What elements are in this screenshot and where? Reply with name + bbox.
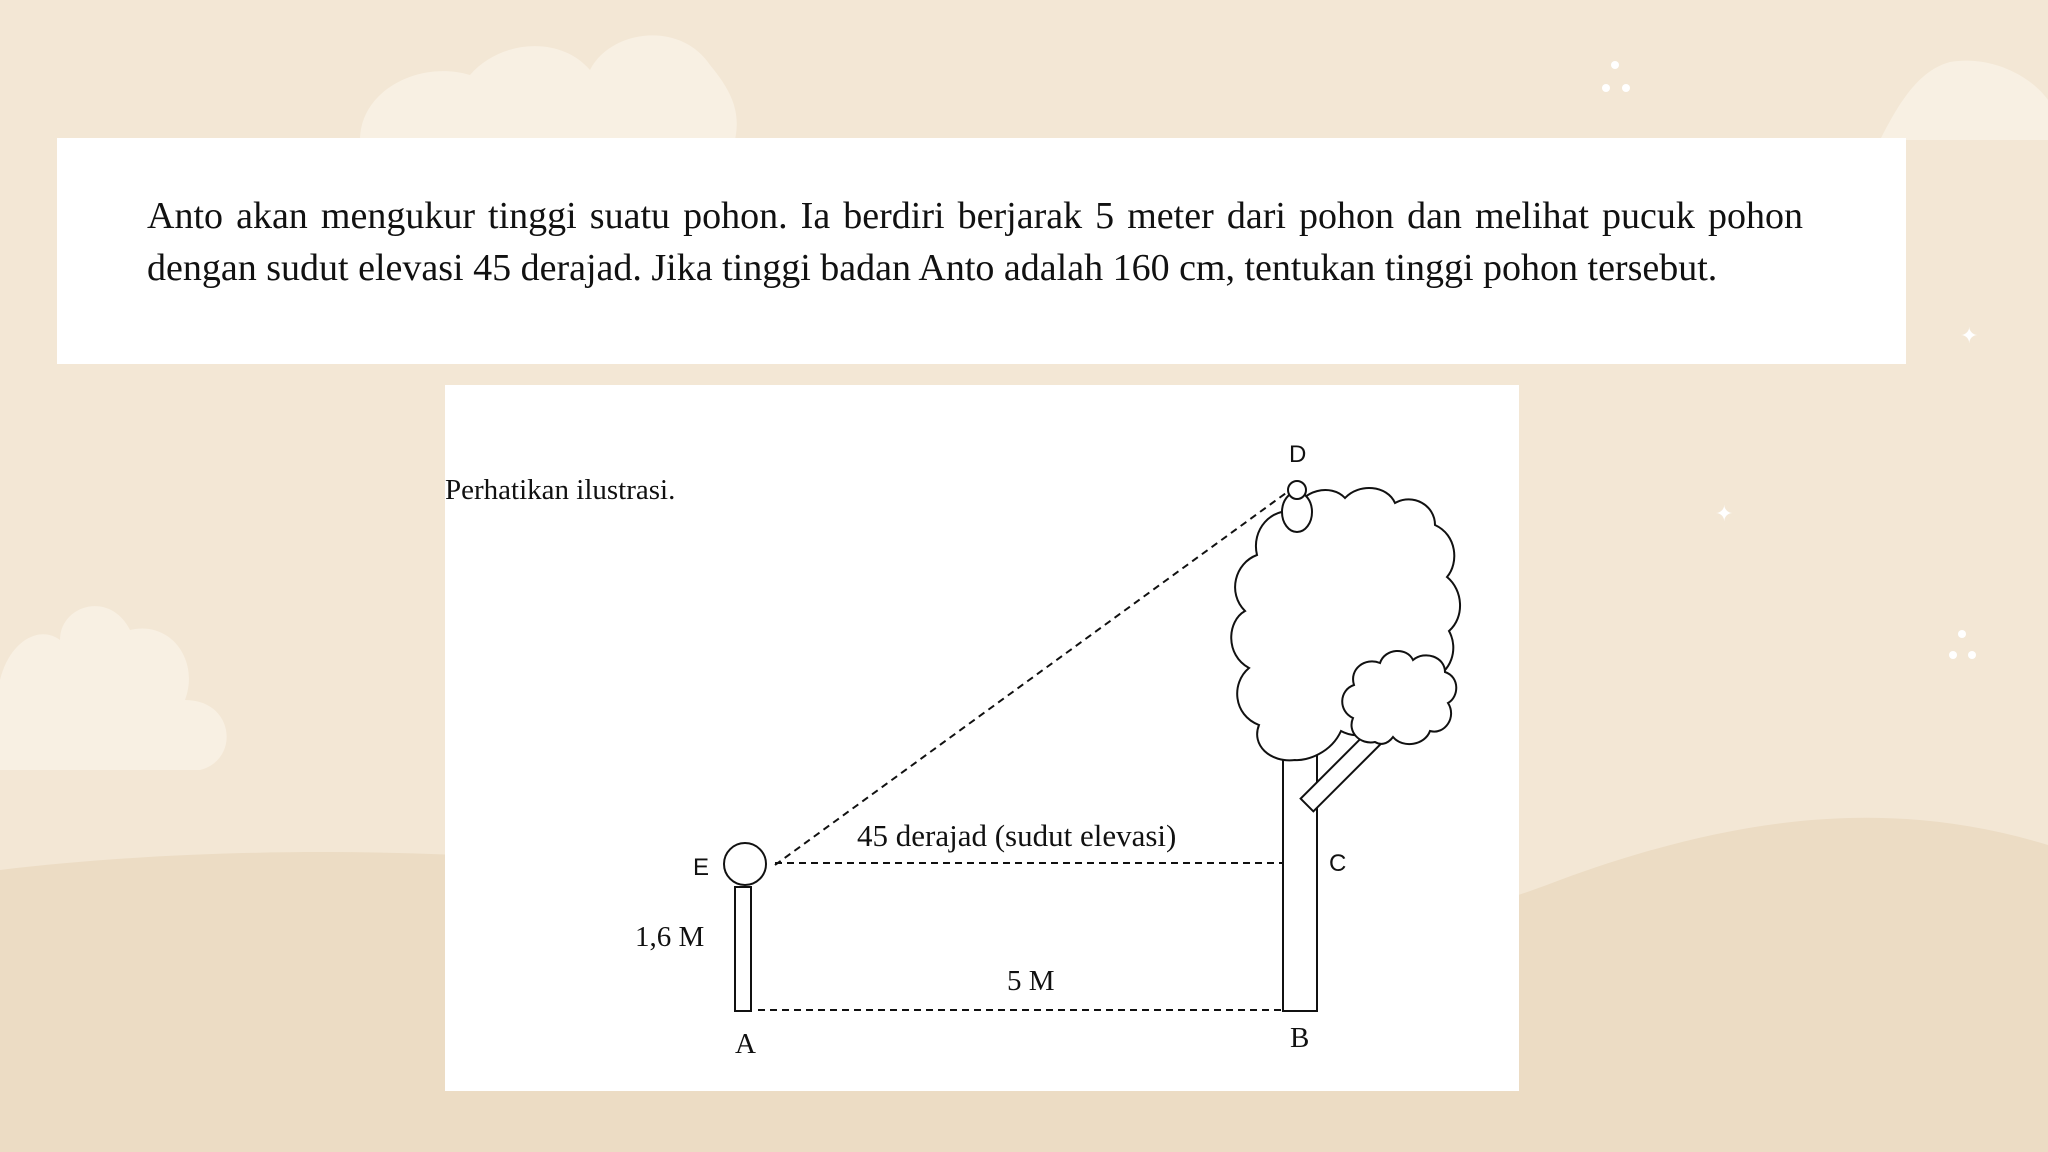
cloud-left (0, 606, 227, 770)
star-icon: ✦ (1715, 502, 1734, 527)
sparkle-dots-right (1949, 630, 1976, 659)
person-head (724, 843, 766, 885)
person-anto (724, 843, 766, 1011)
tree (1231, 481, 1460, 1011)
cloud-top (360, 35, 737, 140)
height-label: 1,6 M (635, 921, 705, 953)
star-icon: ✦ (1960, 324, 1979, 349)
illustration-diagram (445, 385, 1519, 1091)
treetop-point (1288, 481, 1306, 499)
distance-label: 5 M (1007, 965, 1055, 997)
cloud-right (1880, 61, 2048, 140)
point-label-a: A (735, 1028, 756, 1060)
illustration-card (445, 385, 1519, 1091)
point-label-b: B (1290, 1022, 1310, 1054)
angle-label: 45 derajad (sudut elevasi) (857, 818, 1177, 853)
problem-statement: Anto akan mengukur tinggi suatu pohon. Ia berdiri berjarak 5 meter dari pohon dan melihat pucuk pohon dengan sudut elevasi 45 derajad. Jika tinggi badan Anto adalah 160 cm, tentukan tinggi pohon tersebut. (147, 195, 1803, 289)
point-label-e: E (693, 854, 710, 881)
sparkle-dots-top (1602, 61, 1630, 92)
point-label-d: D (1289, 441, 1307, 468)
illustration-caption: Perhatikan ilustrasi. (445, 474, 676, 506)
person-body (735, 887, 751, 1011)
tree-trunk (1283, 735, 1317, 1011)
point-label-c: C (1329, 850, 1347, 877)
line-of-sight (775, 485, 1297, 865)
problem-card (57, 138, 1906, 364)
tree-small-crown (1342, 651, 1456, 744)
